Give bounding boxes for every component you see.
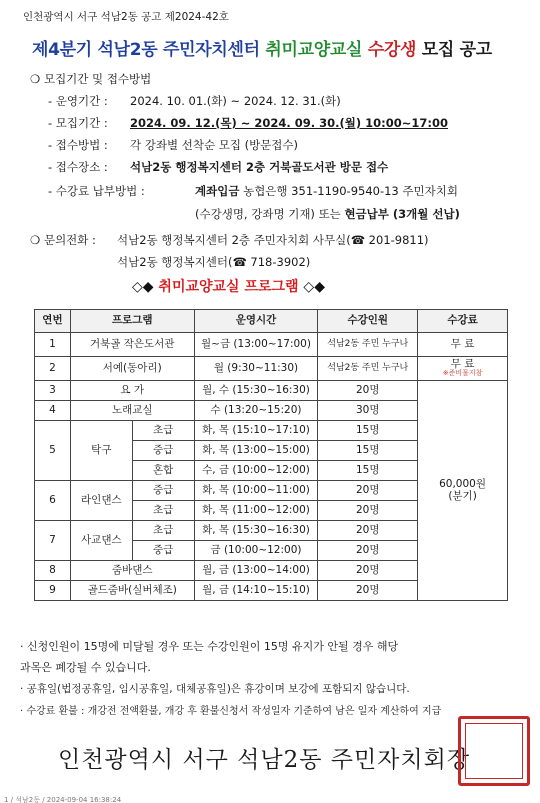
title-part-3: 수강생 <box>362 40 417 60</box>
document-number: 인천광역시 서구 석남2동 공고 제2024-42호 <box>23 11 229 23</box>
contact-line2: 석남2동 행정복지센터(☎ 718-3902) <box>117 255 311 269</box>
note-line-4: · 수강료 환불 : 개강전 전액환불, 개강 후 환불신청서 작성일자 기준하여 남은 일자 계산하여 지급 <box>20 706 442 717</box>
cell-fee-paid <box>418 381 508 601</box>
application-method-value: 각 강좌별 선착순 모집 (방문접수) <box>130 138 299 152</box>
cell-capacity: 석남2동 주민 누구나 <box>318 333 418 357</box>
cell-program: 줌바댄스 <box>70 561 194 581</box>
table-row <box>35 357 508 381</box>
cell-time: 수 (13:20~15:20) <box>194 401 318 421</box>
fee-payment-value <box>195 183 458 199</box>
title-part-1: 제4분기 석남2동 주민자치센터 <box>32 40 266 60</box>
table-row <box>35 381 508 401</box>
operation-period-label: - 운영기간 : <box>48 94 108 108</box>
application-place-value: 석남2동 행정복지센터 2층 거북골도서관 방문 접수 <box>130 160 389 174</box>
cell-level: 초급 <box>132 421 194 441</box>
cell-level: 중급 <box>132 441 194 461</box>
cell-time: 화, 목 (15:30~16:30) <box>194 521 318 541</box>
fee-payment-bold: 계좌입금 <box>195 184 240 198</box>
cell-time: 금 (10:00~12:00) <box>194 541 318 561</box>
fee-line2-a: (수강생명, 강좌명 기재) 또는 <box>195 207 345 221</box>
fee-paid-unit: (분기) <box>448 489 477 502</box>
cell-program: 골드줌바(실버체조) <box>70 581 194 601</box>
fee-payment-label: - 수강료 납부방법 : <box>48 184 145 198</box>
recruitment-period-label: - 모집기간 : <box>48 116 108 130</box>
cell-program: 라인댄스 <box>70 481 132 521</box>
cell-program: 사교댄스 <box>70 521 132 561</box>
table-header-row <box>35 310 508 333</box>
cell-no: 3 <box>35 381 71 401</box>
operation-period-value: 2024. 10. 01.(화) ~ 2024. 12. 31.(화) <box>130 94 341 108</box>
recruitment-heading: ❍ 모집기간 및 접수방법 <box>30 72 152 86</box>
cell-level: 중급 <box>132 541 194 561</box>
cell-time: 월, 수 (15:30~16:30) <box>194 381 318 401</box>
cell-capacity: 20명 <box>318 561 418 581</box>
cell-program: 노래교실 <box>70 401 194 421</box>
contact-line1: 석남2동 행정복지센터 2층 주민자치회 사무실(☎ 201-9811) <box>117 233 429 247</box>
application-method-label: - 접수방법 : <box>48 138 108 152</box>
cell-no: 1 <box>35 333 71 357</box>
issuer-name: 인천광역시 서구 석남2동 주민자치회장 <box>58 747 471 773</box>
cell-level: 혼합 <box>132 461 194 481</box>
cell-time: 월, 금 (13:00~14:00) <box>194 561 318 581</box>
program-title-prefix: ◇◆ <box>132 279 159 295</box>
application-place-label: - 접수장소 : <box>48 160 108 174</box>
cell-capacity: 15명 <box>318 441 418 461</box>
note-line-3: · 공휴일(법정공휴일, 임시공휴일, 대체공휴일)은 휴강이며 보강에 포함되지 않습니다. <box>20 683 410 695</box>
program-table <box>34 309 508 601</box>
title-part-4: 모집 공고 <box>416 40 492 60</box>
cell-time: 화, 목 (11:00~12:00) <box>194 501 318 521</box>
cell-time: 월 (9:30~11:30) <box>194 357 318 381</box>
fee-free-label: 무 료 <box>450 357 475 370</box>
print-stamp: 1 / 석남2동 / 2024-09-04 16:38:24 <box>4 796 122 803</box>
official-seal <box>458 716 530 786</box>
header-no: 연번 <box>35 310 71 333</box>
cell-capacity: 20명 <box>318 581 418 601</box>
fee-account: 농협은행 351-1190-9540-13 주민자치회 <box>243 184 458 198</box>
cell-program: 서예(동아리) <box>70 357 194 381</box>
cell-no: 6 <box>35 481 71 521</box>
cell-time: 월, 금 (14:10~15:10) <box>194 581 318 601</box>
program-title <box>132 276 325 296</box>
note-line-1: · 신청인원이 15명에 미달될 경우 또는 수강인원이 15명 유지가 안될 경우 해당 <box>20 640 399 653</box>
cell-capacity: 20명 <box>318 481 418 501</box>
title-part-2: 취미교양교실 <box>265 40 363 60</box>
cell-level: 초급 <box>132 521 194 541</box>
recruitment-period-value: 2024. 09. 12.(목) ~ 2024. 09. 30.(월) 10:00~17:00 <box>130 116 448 130</box>
cell-program: 요 가 <box>70 381 194 401</box>
cell-capacity: 15명 <box>318 421 418 441</box>
cell-time: 화, 목 (10:00~11:00) <box>194 481 318 501</box>
header-fee: 수강료 <box>418 310 508 333</box>
announcement-title <box>32 35 492 60</box>
note-line-2: 과목은 폐강될 수 있습니다. <box>20 661 151 674</box>
cell-time: 화, 목 (15:10~17:10) <box>194 421 318 441</box>
fee-free-note: ※준비물지참 <box>442 369 483 378</box>
cell-no: 5 <box>35 421 71 481</box>
cell-level: 중급 <box>132 481 194 501</box>
cell-no: 9 <box>35 581 71 601</box>
cell-no: 4 <box>35 401 71 421</box>
header-capacity: 수강인원 <box>318 310 418 333</box>
header-time: 운영시간 <box>194 310 318 333</box>
cell-program: 탁구 <box>70 421 132 481</box>
fee-line2-b: 현금납부 (3개월 선납) <box>344 207 460 221</box>
cell-time: 월~금 (13:00~17:00) <box>194 333 318 357</box>
cell-capacity: 15명 <box>318 461 418 481</box>
cell-fee <box>418 357 508 381</box>
cell-capacity: 석남2동 주민 누구나 <box>318 357 418 381</box>
fee-payment-line2 <box>195 206 460 222</box>
cell-time: 수, 금 (10:00~12:00) <box>194 461 318 481</box>
cell-no: 2 <box>35 357 71 381</box>
cell-level: 초급 <box>132 501 194 521</box>
cell-capacity: 20명 <box>318 521 418 541</box>
cell-fee: 무 료 <box>418 333 508 357</box>
program-title-suffix: ◇◆ <box>298 279 325 295</box>
cell-no: 7 <box>35 521 71 561</box>
contact-label: ❍ 문의전화 : <box>30 233 96 247</box>
fee-paid-amount: 60,000원 <box>439 477 486 490</box>
program-title-text: 취미교양교실 프로그램 <box>158 279 299 295</box>
table-row <box>35 333 508 357</box>
cell-capacity: 20명 <box>318 381 418 401</box>
cell-no: 8 <box>35 561 71 581</box>
header-program: 프로그램 <box>70 310 194 333</box>
cell-capacity: 20명 <box>318 501 418 521</box>
cell-capacity: 30명 <box>318 401 418 421</box>
cell-program: 거북골 작은도서관 <box>70 333 194 357</box>
cell-capacity: 20명 <box>318 541 418 561</box>
cell-time: 화, 목 (13:00~15:00) <box>194 441 318 461</box>
